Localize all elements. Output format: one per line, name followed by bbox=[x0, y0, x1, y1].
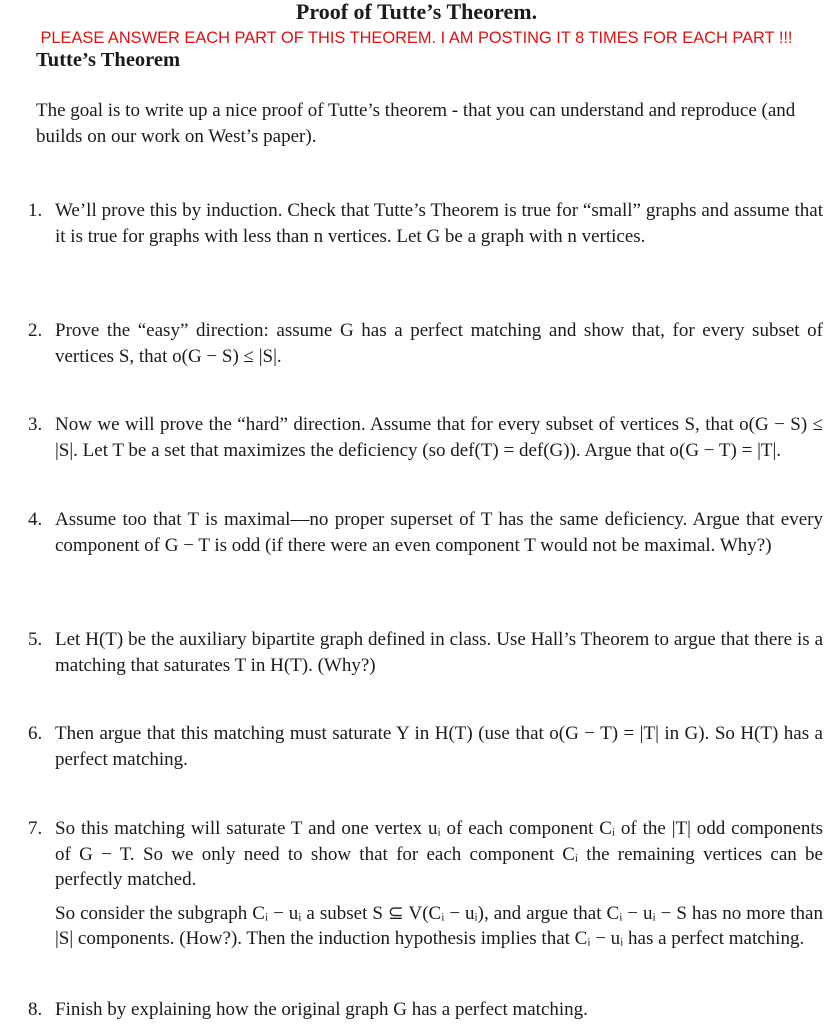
item-text: Let H(T) be the auxiliary bipartite graph defined in class. Use Hall’s Theorem to argue that there is a matching that saturates T in H(T). (Why?) bbox=[55, 629, 823, 676]
item-text: Assume too that T is maximal—no proper superset of T has the same deficiency. Argue that every component of G − T is odd (if there were an even component T would not be maximal. Why?) bbox=[55, 509, 823, 556]
item-number: 8. bbox=[28, 999, 43, 1020]
item-text: Prove the “easy” direction: assume G has a perfect matching and show that, for every subset of vertices S, that o(G − S) ≤ |S|. bbox=[55, 320, 823, 367]
item-text: We’ll prove this by induction. Check that Tutte’s Theorem is true for “small” graphs and assume that it is true for graphs with less than n vertices. Let G be a graph with n vertices. bbox=[55, 200, 823, 247]
section-title: Tutte’s Theorem bbox=[36, 49, 181, 71]
list-item-7 bbox=[28, 816, 823, 952]
list-item-2 bbox=[28, 318, 823, 369]
intro-text: The goal is to write up a nice proof of Tutte’s theorem - that you can understand and reproduce (and builds on our work on West’s paper). bbox=[36, 100, 796, 147]
item-text: Now we will prove the “hard” direction. Assume that for every subset of vertices S, that o(G − S) ≤ |S|. Let T be a set that maximizes the deficiency (so def(T) = def(G)). Argue that o(G − T) = |T|. bbox=[55, 414, 823, 461]
item-number: 4. bbox=[28, 509, 43, 530]
item-text: So this matching will saturate T and one vertex uᵢ of each component Cᵢ of the |T| odd components of G − T. So we only need to show that for each component Cᵢ the remaining vertices can be perfectly matched. bbox=[55, 818, 823, 890]
item-number: 7. bbox=[28, 818, 43, 839]
list-item-1 bbox=[28, 198, 823, 249]
list-item-5 bbox=[28, 627, 823, 678]
list-item-4 bbox=[28, 507, 823, 558]
item-number: 6. bbox=[28, 723, 43, 744]
item-text: Then argue that this matching must saturate Y in H(T) (use that o(G − T) = |T| in G). So H(T) has a perfect matching. bbox=[55, 723, 823, 770]
item-number: 3. bbox=[28, 414, 43, 435]
item-text-continued: So consider the subgraph Cᵢ − uᵢ a subset S ⊆ V(Cᵢ − uᵢ), and argue that Cᵢ − uᵢ − S has no more than |S| components. (How?). Then the induction hypothesis implies that Cᵢ − uᵢ has a perfect matching. bbox=[55, 902, 823, 949]
item-number: 5. bbox=[28, 629, 43, 650]
item-number: 1. bbox=[28, 200, 43, 221]
intro-paragraph bbox=[4, 98, 822, 150]
document-title: Proof of Tutte’s Theorem. bbox=[295, 0, 538, 24]
item-text: Finish by explaining how the original graph G has a perfect matching. bbox=[55, 999, 588, 1020]
list-item-8 bbox=[28, 997, 823, 1023]
list-item-6 bbox=[28, 721, 823, 772]
list-item-3 bbox=[28, 412, 823, 463]
request-banner: PLEASE ANSWER EACH PART OF THIS THEOREM. I AM POSTING IT 8 TIMES FOR EACH PART !!! bbox=[40, 29, 793, 47]
item-number: 2. bbox=[28, 320, 43, 341]
